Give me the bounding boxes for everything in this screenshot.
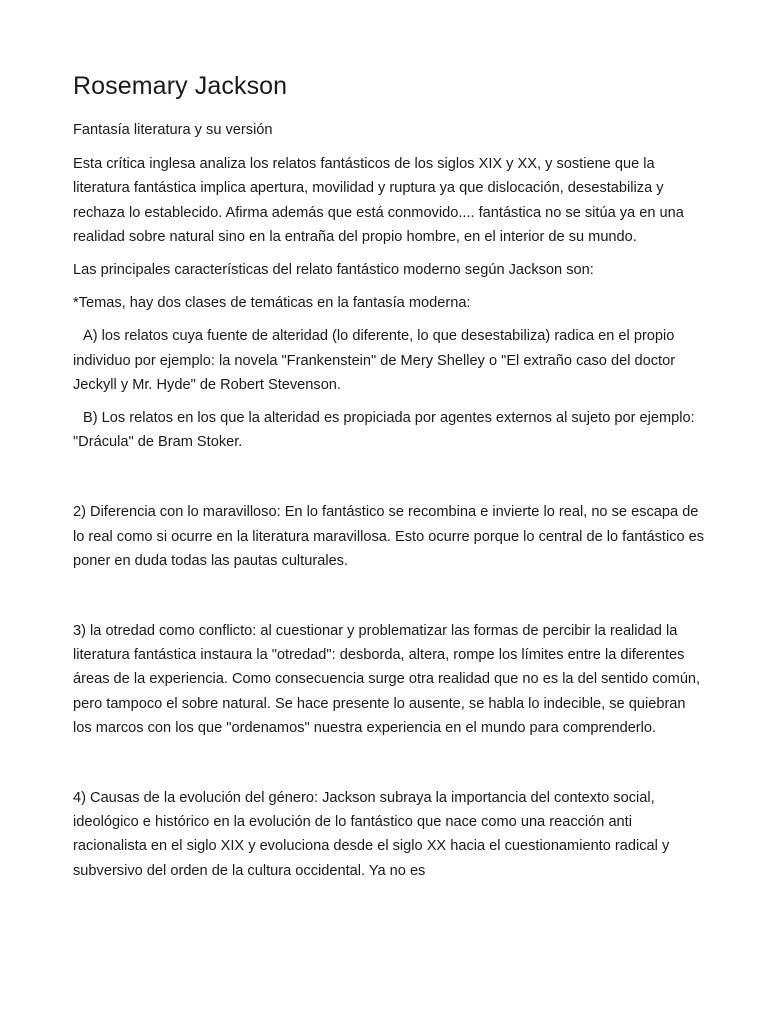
document-title: Rosemary Jackson	[73, 72, 288, 100]
paragraph-themes: *Temas, hay dos clases de temáticas en la fantasía moderna:	[73, 295, 471, 312]
paragraph-theme-b: B) Los relatos en los que la alteridad es propiciada por agentes externos al sujeto por ejemplo: "Drácula" de Bram Stoker.	[73, 410, 695, 451]
document-subtitle: Fantasía literatura y su versión	[73, 122, 273, 138]
paragraph-characteristics: Las principales características del relato fantástico moderno según Jackson son:	[73, 262, 594, 279]
paragraph-intro: Esta crítica inglesa analiza los relatos fantásticos de los siglos XIX y XX, y sostiene que la literatura fantástica implica apertura, movilidad y ruptura ya que dislocación, desestabiliza y rechaza lo establecido. Afirma además que está conmovido.... fantástica no se sitúa ya en una realidad sobre natural sino en la entraña del propio hombre, en el interior de su mundo.	[73, 156, 684, 245]
paragraph-point-4: 4) Causas de la evolución del género: Jackson subraya la importancia del contexto social, ideológico e histórico en la evolución de lo fantástico que nace como una reacción anti racionalista en el siglo XIX y evoluciona desde el siglo XX hacia el cuestionamiento radical y subversivo del orden de la cultura occidental. Ya no es	[73, 790, 670, 879]
paragraph-point-2: 2) Diferencia con lo maravilloso: En lo fantástico se recombina e invierte lo real, no se escapa de lo real como si ocurre en la literatura maravillosa. Esto ocurre porque lo central de lo fantástico es poner en duda todas las pautas culturales.	[73, 504, 705, 569]
paragraph-theme-a: A) los relatos cuya fuente de alteridad (lo diferente, lo que desestabiliza) radica en el propio individuo por ejemplo: la novela "Frankenstein" de Mery Shelley o "El extraño caso del doctor Jeckyll y Mr. Hyde" de Robert Stevenson.	[73, 328, 676, 393]
paragraph-point-3: 3) la otredad como conflicto: al cuestionar y problematizar las formas de percibir la realidad la literatura fantástica instaura la "otredad": desborda, altera, rompe los límites entre la diferentes áreas de la experiencia. Como consecuencia surge otra realidad que no es la del sentido común, pero tampoco el sobre natural. Se hace presente lo ausente, se habla lo indecible, se quiebran los marcos con los que "ordenamos" nuestra experiencia en el mundo para comprenderlo.	[73, 623, 701, 736]
